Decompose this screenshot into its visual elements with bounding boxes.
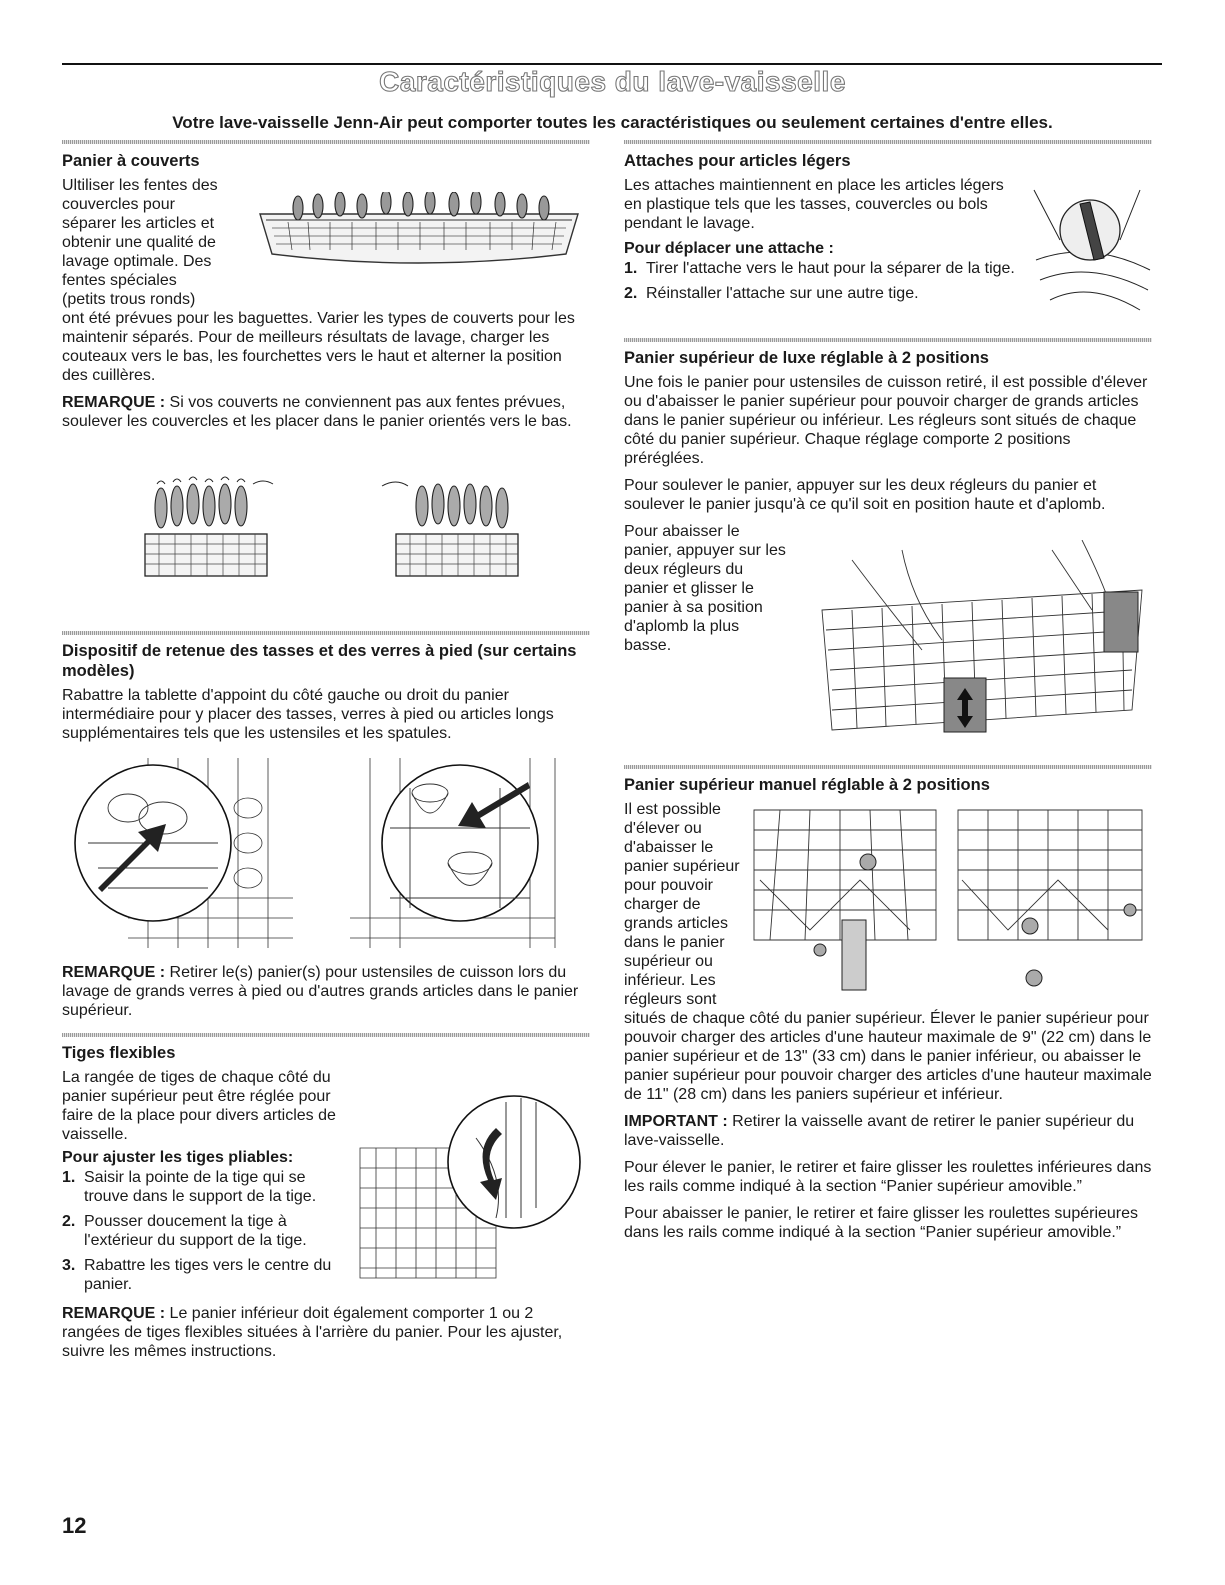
step-number: 2.	[624, 285, 638, 302]
text-line: pour pouvoir	[624, 877, 713, 894]
deluxe-rack-p2: Pour soulever le panier, appuyer sur les deux régleurs du panier et soulever le panier jusqu'à ce qu'il soit en position haute et d'aplomb.	[624, 477, 1106, 513]
clip-illustration	[1030, 180, 1155, 320]
text-line: d'élever ou	[624, 820, 702, 837]
cup-shelf-note	[62, 963, 590, 1020]
intro-line: couvercles pour	[62, 196, 175, 213]
cup-shelf-body: Rabattre la tablette d'appoint du côté gauche ou droit du panier intermédiaire pour y placer des tasses, verres à pied ou articles longs supplémentaires tels que les ustensiles et les spatules.	[62, 687, 554, 742]
intro-line: séparer les articles et	[62, 215, 215, 232]
text-line: panier et glisser le	[624, 580, 754, 597]
manual-rack-lower: Pour abaisser le panier, le retirer et faire glisser les roulettes supérieures dans les rails comme indiqué à la section “Panier supérieur amovible.”	[624, 1205, 1139, 1241]
section-cup-shelf	[62, 641, 590, 743]
tines-subheading: Pour ajuster les tiges pliables:	[62, 1149, 294, 1166]
cup-shelf-illustration-right	[330, 748, 560, 953]
text-line: Pour abaisser le	[624, 523, 740, 540]
intro-line: obtenir une qualité de	[62, 234, 216, 251]
deluxe-rack-illustration	[812, 540, 1152, 750]
text-line: grands articles	[624, 915, 729, 932]
text-line: d'abaisser le	[624, 839, 714, 856]
step-text: Pousser doucement la tige à l'extérieur du support de la tige.	[84, 1213, 307, 1249]
step-text: Rabattre les tiges vers le centre du panier.	[84, 1257, 332, 1293]
note-text: Le panier inférieur doit également comporter 1 ou 2 rangées de tiges flexibles situées à l'arrière du panier. Pour les ajuster, suivre les mêmes instructions.	[62, 1305, 563, 1360]
section-heading: Tiges flexibles	[62, 1044, 176, 1062]
text-line: basse.	[624, 637, 672, 654]
list-item	[62, 1256, 352, 1294]
section-separator	[624, 338, 1152, 342]
text-line: charger de	[624, 896, 701, 913]
list-item	[624, 259, 1024, 278]
section-separator	[624, 765, 1152, 769]
step-number: 1.	[62, 1169, 76, 1186]
important-label: IMPORTANT :	[624, 1113, 728, 1130]
silverware-body: ont été prévues pour les baguettes. Varier les types de couverts pour les maintenir séparés. Pour de meilleurs résultats de lavage, charger les couteaux vers le bas, les fourchettes vers le haut et alterner la position des cuillères.	[62, 310, 575, 384]
note-label: REMARQUE :	[62, 394, 166, 411]
tines-intro: La rangée de tiges de chaque côté du panier supérieur peut être réglée pour faire de la place pour divers articles de vaisselle.	[62, 1069, 336, 1143]
silverware-basket-illustration	[258, 192, 580, 274]
basket-illustration-right	[380, 476, 520, 580]
section-heading: Panier supérieur de luxe réglable à 2 positions	[624, 349, 989, 367]
text-line: d'aplomb la plus	[624, 618, 740, 635]
text-line: dans le panier	[624, 934, 725, 951]
text-line: panier à sa position	[624, 599, 763, 616]
list-item	[624, 284, 1024, 303]
manual-rack-body: situés de chaque côté du panier supérieur. Élever le panier supérieur pour pouvoir charger des articles d'une hauteur maximale de 9" (22 cm) dans le panier supérieur et de 13" (33 cm) dans le panier inférieur, ou abaisser le panier supérieur pour pouvoir charger des articles d'une hauteur maximale de 11" (28 cm) dans les paniers supérieur et inférieur.	[624, 1010, 1152, 1103]
step-number: 3.	[62, 1257, 76, 1274]
text-line: deux régleurs du	[624, 561, 744, 578]
section-separator	[62, 140, 590, 144]
text-line: panier supérieur	[624, 858, 740, 875]
note-text: Si vos couverts ne conviennent pas aux fentes prévues, soulever les couvercles et les placer dans le panier orientés vers le bas.	[62, 394, 572, 430]
page-number: 12	[62, 1513, 87, 1538]
manual-rack-illustration-right	[948, 800, 1148, 1000]
text-line: régleurs sont	[624, 991, 717, 1008]
section-tines	[62, 1043, 352, 1294]
intro-line: (petits trous ronds)	[62, 291, 196, 308]
intro-line: Ultiliser les fentes des	[62, 177, 218, 194]
text-line: panier, appuyer sur les	[624, 542, 786, 559]
step-number: 2.	[62, 1213, 76, 1230]
list-item	[62, 1212, 352, 1250]
deluxe-rack-p1: Une fois le panier pour ustensiles de cuisson retiré, il est possible d'élever ou d'abaisser le panier supérieur pour pouvoir charger de grands articles dans le panier supérieur ou inférieur. Les régleurs sont situés de chaque côté du panier supérieur. Chaque réglage comporte 2 positions préréglées.	[624, 374, 1148, 467]
important-text: Retirer la vaisselle avant de retirer le panier supérieur du lave-vaisselle.	[624, 1113, 1135, 1149]
text-line: Il est possible	[624, 801, 721, 818]
clips-body: Les attaches maintiennent en place les articles légers en plastique tels que les tasses, couvercles ou bols pendant le lavage.	[624, 177, 1004, 232]
step-number: 1.	[624, 260, 638, 277]
step-text: Saisir la pointe de la tige qui se trouve dans le support de la tige.	[84, 1169, 317, 1205]
note-text: Retirer le(s) panier(s) pour ustensiles de cuisson lors du lavage de grands verres à pied ou d'autres grands articles dans le panier supérieur.	[62, 964, 579, 1019]
section-clips	[624, 151, 1024, 303]
text-line: inférieur. Les	[624, 972, 716, 989]
list-item	[62, 1168, 352, 1206]
note-label: REMARQUE :	[62, 1305, 166, 1322]
intro-line: fentes spéciales	[62, 272, 177, 289]
step-text: Réinstaller l'attache sur une autre tige.	[646, 285, 919, 302]
text-line: supérieur ou	[624, 953, 713, 970]
manual-rack-illustration-left	[750, 800, 940, 1000]
page-title: Caractéristiques du lave-vaisselle	[379, 66, 846, 97]
tines-illustration	[356, 1088, 586, 1288]
step-text: Tirer l'attache vers le haut pour la séparer de la tige.	[646, 260, 1015, 277]
basket-illustration-left	[143, 476, 283, 580]
section-separator	[624, 140, 1152, 144]
clips-steps	[624, 259, 1024, 303]
manual-rack-important	[624, 1112, 1152, 1150]
section-heading: Panier à couverts	[62, 152, 200, 170]
section-heading: Panier supérieur manuel réglable à 2 positions	[624, 776, 990, 794]
section-separator	[62, 631, 590, 635]
section-heading: Dispositif de retenue des tasses et des verres à pied (sur certains modèles)	[62, 642, 577, 680]
section-separator	[62, 1033, 590, 1037]
tines-steps	[62, 1168, 352, 1294]
page-subtitle: Votre lave-vaisselle Jenn-Air peut comporter toutes les caractéristiques ou seulement certaines d'entre elles.	[172, 113, 1053, 132]
intro-line: lavage optimale. Des	[62, 253, 212, 270]
clips-subheading: Pour déplacer une attache :	[624, 240, 834, 257]
cup-shelf-illustration-left	[68, 748, 298, 953]
manual-rack-raise: Pour élever le panier, le retirer et faire glisser les roulettes inférieures dans les rails comme indiqué à la section “Panier supérieur amovible.”	[624, 1159, 1152, 1195]
silverware-note	[62, 393, 590, 431]
note-label: REMARQUE :	[62, 964, 166, 981]
tines-note	[62, 1304, 590, 1361]
header-rule	[62, 63, 1162, 65]
section-heading: Attaches pour articles légers	[624, 152, 851, 170]
